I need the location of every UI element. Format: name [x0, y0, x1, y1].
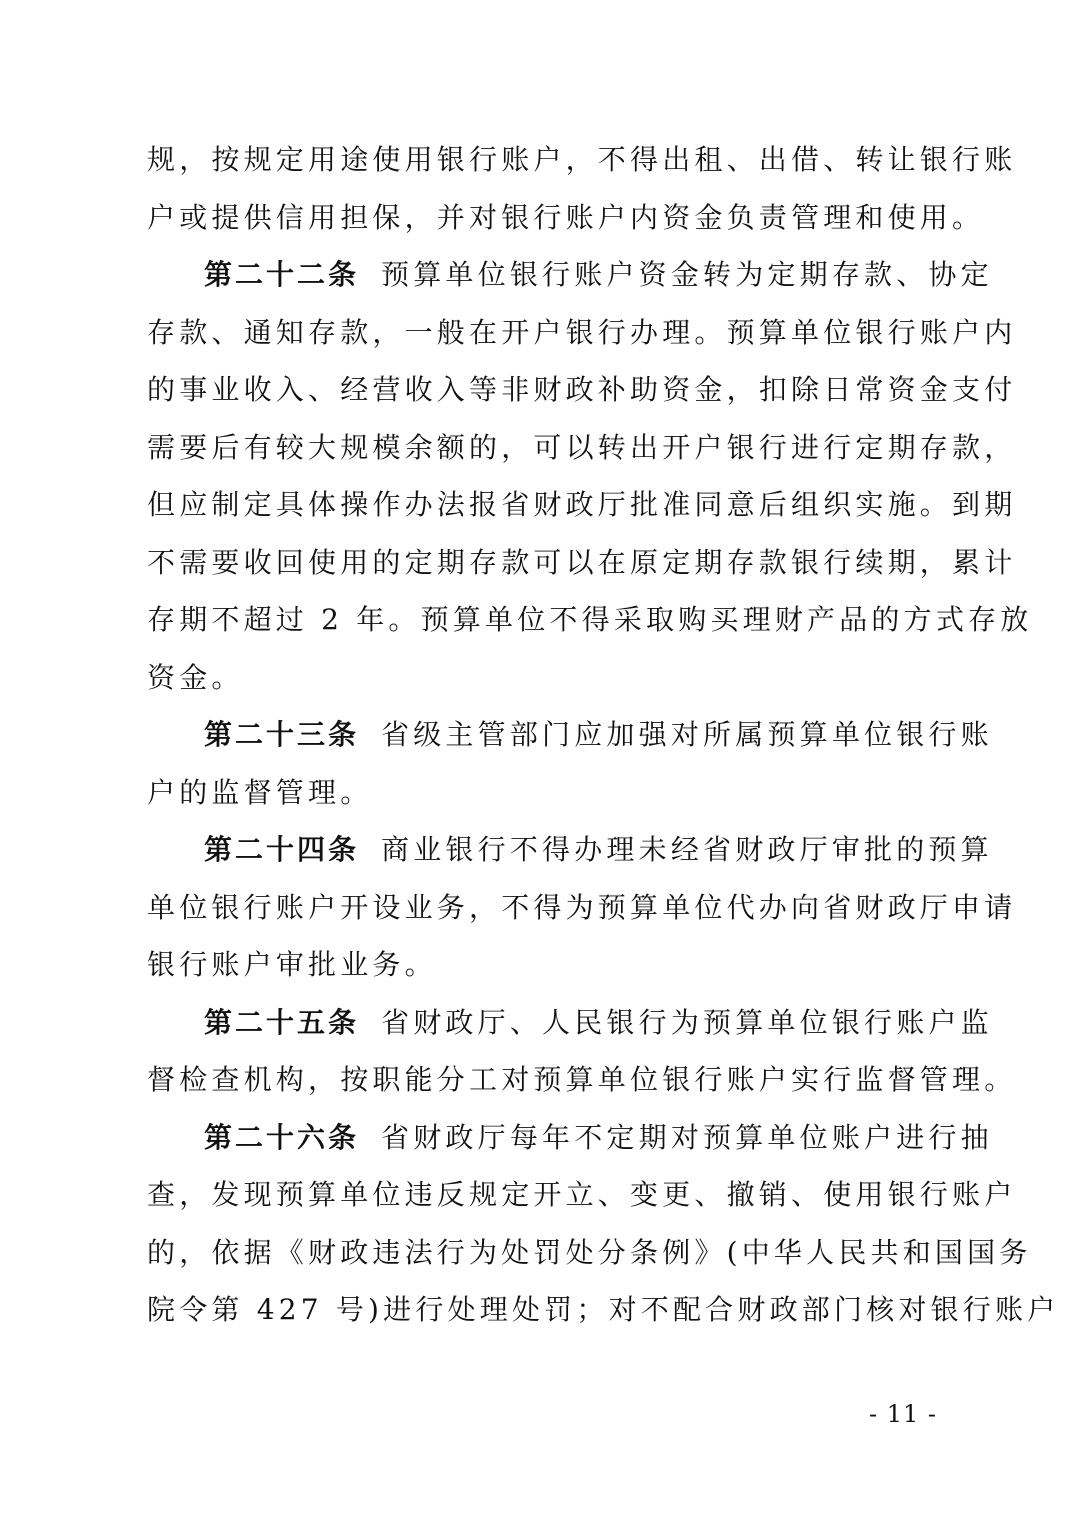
text-line: 的事业收入、经营收入等非财政补助资金，扣除日常资金支付 — [147, 373, 1017, 406]
article-text: 商业银行不得办理未经省财政厅审批的预算 — [381, 833, 993, 866]
article-23-line — [147, 706, 993, 764]
text-line: 资金。 — [147, 660, 244, 694]
text-line: 但应制定具体操作办法报省财政厅批准同意后组织实施。到期 — [147, 488, 1017, 521]
text-line: 查，发现预算单位违反规定开立、变更、撤销、使用银行账户 — [147, 1178, 1017, 1211]
article-heading: 第二十二条 — [204, 258, 360, 291]
article-heading: 第二十三条 — [204, 718, 360, 751]
article-text: 省财政厅、人民银行为预算单位银行账户监 — [381, 1005, 993, 1039]
text-line: 规，按规定用途使用银行账户，不得出租、出借、转让银行账 — [147, 143, 1017, 176]
text-line: 单位银行账户开设业务，不得为预算单位代办向省财政厅申请 — [147, 890, 1017, 924]
text-line: 户或提供信用担保，并对银行账户内资金负责管理和使用。 — [147, 200, 985, 234]
text-line: 不需要收回使用的定期存款可以在原定期存款银行续期，累计 — [147, 545, 1017, 579]
text-line: 的，依据《财政违法行为处罚处分条例》(中华人民共和国国务 — [147, 1235, 1032, 1269]
text-line: 存款、通知存款，一般在开户银行办理。预算单位银行账户内 — [147, 315, 1017, 349]
article-heading: 第二十五条 — [204, 1005, 360, 1039]
page-number: - 11 - — [868, 1400, 937, 1428]
article-text: 省财政厅每年不定期对预算单位账户进行抽 — [381, 1120, 993, 1154]
article-text: 省级主管部门应加强对所属预算单位银行账 — [381, 718, 993, 751]
text-line: 需要后有较大规模余额的，可以转出开户银行进行定期存款， — [147, 430, 1017, 464]
text-line: 存期不超过 2 年。预算单位不得采取购买理财产品的方式存放 — [147, 603, 1033, 636]
article-22-line — [147, 246, 993, 304]
text-line: 院令第 427 号)进行处理处罚；对不配合财政部门核对银行账户 — [147, 1293, 1060, 1326]
article-25-line — [147, 994, 993, 1052]
article-text: 预算单位银行账户资金转为定期存款、协定 — [381, 258, 993, 291]
article-24-line — [147, 821, 993, 879]
article-26-line — [147, 1109, 993, 1167]
article-heading: 第二十六条 — [204, 1120, 360, 1154]
text-line: 督检查机构，按职能分工对预算单位银行账户实行监督管理。 — [147, 1063, 1017, 1096]
text-line: 银行账户审批业务。 — [147, 948, 437, 981]
body-text — [147, 131, 1060, 1339]
text-line: 户的监督管理。 — [147, 775, 373, 809]
article-heading: 第二十四条 — [204, 833, 360, 866]
